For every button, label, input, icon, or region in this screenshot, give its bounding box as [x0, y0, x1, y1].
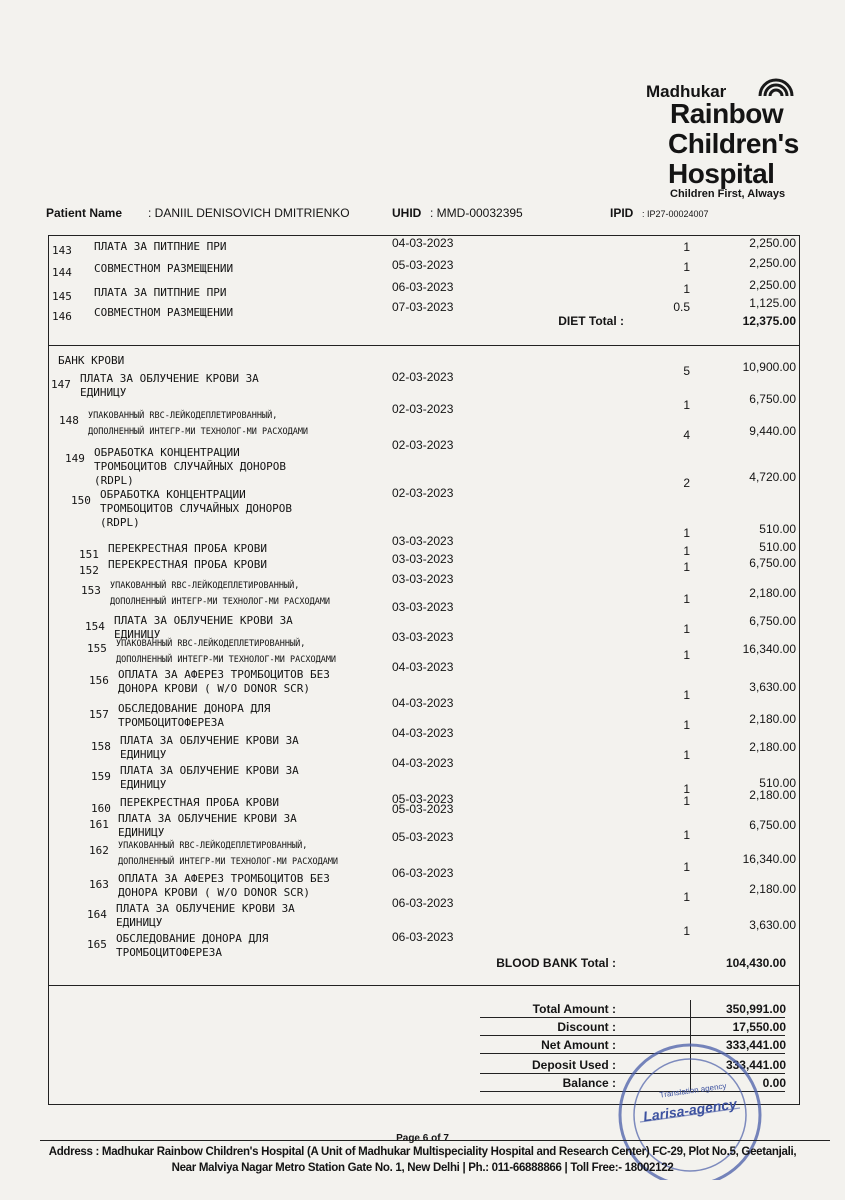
row-date: 04-03-2023 — [392, 660, 454, 674]
logo-line-4: Hospital — [668, 158, 775, 189]
row-description: ПЛАТА ЗА ПИТПНИЕ ПРИ — [94, 286, 227, 299]
footer-address-line-2: Near Malviya Nagar Metro Station Gate No. 1, New Delhi | Ph.: 011-66888866 | Toll Free:- 18002122 — [171, 1162, 674, 1174]
row-serial-number: 154 — [85, 620, 105, 633]
hospital-logo — [640, 62, 820, 202]
row-serial-number: 163 — [89, 878, 109, 891]
row-date: 05-03-2023 — [392, 802, 454, 816]
page-number: Page 6 of 7 — [396, 1133, 449, 1144]
row-serial-number: 149 — [65, 452, 85, 465]
row-description: ПЛАТА ЗА ОБЛУЧЕНИЕ КРОВИ ЗА ЕДИНИЦУ — [118, 812, 297, 839]
row-date: 05-03-2023 — [392, 258, 454, 272]
row-amount: 2,180.00 — [749, 586, 796, 600]
row-quantity: 1 — [683, 782, 690, 796]
row-description: ОПЛАТА ЗА АФЕРЕЗ ТРОМБОЦИТОВ БЕЗ ДОНОРА КРОВИ ( W/O DONOR SCR) — [118, 872, 330, 899]
summary-value: 333,441.00 — [725, 1058, 786, 1072]
logo-line-2: Rainbow — [670, 98, 784, 129]
row-description: ОБРАБОТКА КОНЦЕНТРАЦИИ ТРОМБОЦИТОВ СЛУЧАЙНЫХ ДОНОРОВ (RDPL) — [100, 488, 293, 529]
row-serial-number: 143 — [52, 244, 72, 257]
row-quantity: 0.5 — [673, 300, 690, 314]
row-amount: 16,340.00 — [742, 642, 796, 656]
row-date: 03-03-2023 — [392, 572, 454, 586]
row-amount: 1,125.00 — [749, 296, 796, 310]
row-serial-number: 160 — [91, 802, 111, 815]
row-quantity: 1 — [683, 718, 690, 732]
row-description: СОВМЕСТНОМ РАЗМЕЩЕНИИ — [94, 306, 234, 319]
row-date: 05-03-2023 — [392, 830, 454, 844]
row-date: 06-03-2023 — [392, 866, 454, 880]
row-date: 03-03-2023 — [392, 600, 454, 614]
row-amount: 6,750.00 — [749, 818, 796, 832]
row-description: ОБСЛЕДОВАНИЕ ДОНОРА ДЛЯ ТРОМБОЦИТОФЕРЕЗА — [116, 932, 269, 959]
logo-line-1: Madhukar — [646, 82, 727, 101]
footer-address-line-1: Address : Madhukar Rainbow Children's Hospital (A Unit of Madhukar Multispeciality Hospital and Research Center) FC-29, Plot No.5, Geetanjali, — [48, 1146, 797, 1158]
row-serial-number: 162 — [89, 844, 109, 857]
patient-name-value: : DANIIL DENISOVICH DMITRIENKO — [148, 206, 350, 220]
row-quantity: 1 — [683, 688, 690, 702]
ipid-value: : IP27-00024007 — [642, 209, 709, 219]
summary-label: Balance : — [562, 1076, 616, 1090]
row-quantity: 1 — [683, 544, 690, 558]
row-description: ПЛАТА ЗА ОБЛУЧЕНИЕ КРОВИ ЗА ЕДИНИЦУ — [120, 734, 299, 761]
row-serial-number: 145 — [52, 290, 72, 303]
row-serial-number: 155 — [87, 642, 107, 655]
row-description: УПАКОВАННЫЙ RBC-ЛЕЙКОДЕПЛЕТИРОВАННЫЙ, ДОПОЛНЕННЫЙ ИНТЕГР-МИ ТЕХНОЛОГ-МИ РАСХОДАМИ — [118, 841, 339, 867]
row-serial-number: 146 — [52, 310, 72, 323]
row-date: 05-03-2023 — [392, 792, 454, 806]
row-description: ПЕРЕКРЕСТНАЯ ПРОБА КРОВИ — [120, 796, 279, 809]
uhid-label: UHID — [392, 206, 422, 220]
blood-section-border — [48, 985, 800, 986]
logo-line-3: Children's — [668, 128, 799, 159]
row-description: СОВМЕСТНОМ РАЗМЕЩЕНИИ — [94, 262, 234, 275]
row-quantity: 2 — [683, 476, 690, 490]
uhid-value: : MMD-00032395 — [430, 206, 523, 220]
row-amount: 6,750.00 — [749, 614, 796, 628]
row-description: ОПЛАТА ЗА АФЕРЕЗ ТРОМБОЦИТОВ БЕЗ ДОНОРА КРОВИ ( W/O DONOR SCR) — [118, 668, 330, 695]
rainbow-logo-icon — [756, 66, 796, 100]
row-description: ПЛАТА ЗА ОБЛУЧЕНИЕ КРОВИ ЗА ЕДИНИЦУ — [80, 372, 259, 399]
row-date: 04-03-2023 — [392, 696, 454, 710]
row-amount: 2,250.00 — [749, 236, 796, 250]
row-quantity: 1 — [683, 794, 690, 808]
row-serial-number: 150 — [71, 494, 91, 507]
row-amount: 510.00 — [759, 540, 796, 554]
row-quantity: 1 — [683, 648, 690, 662]
row-amount: 2,180.00 — [749, 882, 796, 896]
summary-label: Discount : — [557, 1020, 616, 1034]
blood-bank-header: БАНК КРОВИ — [58, 354, 125, 367]
summary-divider — [480, 1017, 785, 1018]
row-description: ПЛАТА ЗА ОБЛУЧЕНИЕ КРОВИ ЗА ЕДИНИЦУ — [116, 902, 295, 929]
stamp-subtext: Translation agency — [659, 1081, 727, 1100]
row-quantity: 1 — [683, 592, 690, 606]
row-description: УПАКОВАННЫЙ RBC-ЛЕЙКОДЕПЛЕТИРОВАННЫЙ, ДОПОЛНЕННЫЙ ИНТЕГР-МИ ТЕХНОЛОГ-МИ РАСХОДАМИ — [116, 639, 337, 665]
diet-total-label: DIET Total : — [558, 314, 624, 328]
row-date: 03-03-2023 — [392, 534, 454, 548]
row-quantity: 1 — [683, 560, 690, 574]
row-quantity: 1 — [683, 526, 690, 540]
row-date: 06-03-2023 — [392, 280, 454, 294]
row-quantity: 1 — [683, 282, 690, 296]
row-description: ПЛАТА ЗА ОБЛУЧЕНИЕ КРОВИ ЗА ЕДИНИЦУ — [114, 614, 293, 641]
logo-tagline: Children First, Always — [670, 188, 786, 200]
row-amount: 9,440.00 — [749, 424, 796, 438]
row-serial-number: 161 — [89, 818, 109, 831]
row-amount: 4,720.00 — [749, 470, 796, 484]
row-serial-number: 147 — [51, 378, 71, 391]
row-description: ПЛАТА ЗА ПИТПНИЕ ПРИ — [94, 240, 227, 253]
row-description: УПАКОВАННЫЙ RBC-ЛЕЙКОДЕПЛЕТИРОВАННЫЙ, ДОПОЛНЕННЫЙ ИНТЕГР-МИ ТЕХНОЛОГ-МИ РАСХОДАМИ — [110, 581, 331, 607]
row-date: 07-03-2023 — [392, 300, 454, 314]
row-description: ОБСЛЕДОВАНИЕ ДОНОРА ДЛЯ ТРОМБОЦИТОФЕРЕЗА — [118, 702, 271, 729]
row-quantity: 1 — [683, 890, 690, 904]
row-amount: 3,630.00 — [749, 680, 796, 694]
row-amount: 510.00 — [759, 522, 796, 536]
row-description: ПЕРЕКРЕСТНАЯ ПРОБА КРОВИ — [108, 542, 267, 555]
row-serial-number: 164 — [87, 908, 107, 921]
row-date: 02-03-2023 — [392, 402, 454, 416]
summary-value: 333,441.00 — [725, 1038, 786, 1052]
row-amount: 3,630.00 — [749, 918, 796, 932]
row-description: УПАКОВАННЫЙ RBC-ЛЕЙКОДЕПЛЕТИРОВАННЫЙ, ДОПОЛНЕННЫЙ ИНТЕГР-МИ ТЕХНОЛОГ-МИ РАСХОДАМИ — [88, 411, 309, 437]
footer-divider — [40, 1140, 830, 1141]
blood-total-value: 104,430.00 — [725, 956, 786, 970]
row-quantity: 4 — [683, 428, 690, 442]
row-date: 06-03-2023 — [392, 930, 454, 944]
row-serial-number: 148 — [59, 414, 79, 427]
row-quantity: 5 — [683, 364, 690, 378]
row-serial-number: 159 — [91, 770, 111, 783]
diet-total-value: 12,375.00 — [742, 314, 796, 328]
patient-name-label: Patient Name — [46, 206, 123, 220]
row-quantity: 1 — [683, 622, 690, 636]
row-date: 04-03-2023 — [392, 726, 454, 740]
row-amount: 2,250.00 — [749, 278, 796, 292]
row-serial-number: 153 — [81, 584, 101, 597]
row-serial-number: 156 — [89, 674, 109, 687]
row-serial-number: 158 — [91, 740, 111, 753]
row-date: 03-03-2023 — [392, 630, 454, 644]
row-description: ПЕРЕКРЕСТНАЯ ПРОБА КРОВИ — [108, 558, 267, 571]
row-date: 03-03-2023 — [392, 552, 454, 566]
row-quantity: 1 — [683, 924, 690, 938]
row-serial-number: 152 — [79, 564, 99, 577]
row-amount: 16,340.00 — [742, 852, 796, 866]
row-serial-number: 151 — [79, 548, 99, 561]
row-serial-number: 144 — [52, 266, 72, 279]
stamp-text: Larisa-agency — [642, 1095, 738, 1125]
row-description: ОБРАБОТКА КОНЦЕНТРАЦИИ ТРОМБОЦИТОВ СЛУЧАЙНЫХ ДОНОРОВ (RDPL) — [94, 446, 287, 487]
row-quantity: 1 — [683, 240, 690, 254]
ipid-label: IPID — [610, 206, 634, 220]
row-date: 02-03-2023 — [392, 438, 454, 452]
row-amount: 510.00 — [759, 776, 796, 790]
summary-value: 350,991.00 — [725, 1002, 786, 1016]
row-description: ПЛАТА ЗА ОБЛУЧЕНИЕ КРОВИ ЗА ЕДИНИЦУ — [120, 764, 299, 791]
row-amount: 2,180.00 — [749, 740, 796, 754]
row-quantity: 1 — [683, 828, 690, 842]
row-date: 04-03-2023 — [392, 236, 454, 250]
summary-value: 0.00 — [762, 1076, 786, 1090]
row-date: 04-03-2023 — [392, 756, 454, 770]
row-date: 02-03-2023 — [392, 370, 454, 384]
summary-label: Deposit Used : — [531, 1058, 616, 1072]
row-amount: 2,180.00 — [749, 788, 796, 802]
row-quantity: 1 — [683, 398, 690, 412]
row-amount: 6,750.00 — [749, 392, 796, 406]
row-quantity: 1 — [683, 860, 690, 874]
row-amount: 6,750.00 — [749, 556, 796, 570]
blood-total-label: BLOOD BANK Total : — [496, 956, 616, 970]
row-serial-number: 157 — [89, 708, 109, 721]
row-date: 06-03-2023 — [392, 896, 454, 910]
row-serial-number: 165 — [87, 938, 107, 951]
diet-section-border — [48, 345, 800, 346]
row-quantity: 1 — [683, 260, 690, 274]
summary-value: 17,550.00 — [732, 1020, 786, 1034]
summary-label: Total Amount : — [532, 1002, 616, 1016]
row-amount: 2,250.00 — [749, 256, 796, 270]
row-quantity: 1 — [683, 748, 690, 762]
summary-label: Net Amount : — [541, 1038, 616, 1052]
row-amount: 10,900.00 — [742, 360, 796, 374]
row-amount: 2,180.00 — [749, 712, 796, 726]
row-date: 02-03-2023 — [392, 486, 454, 500]
